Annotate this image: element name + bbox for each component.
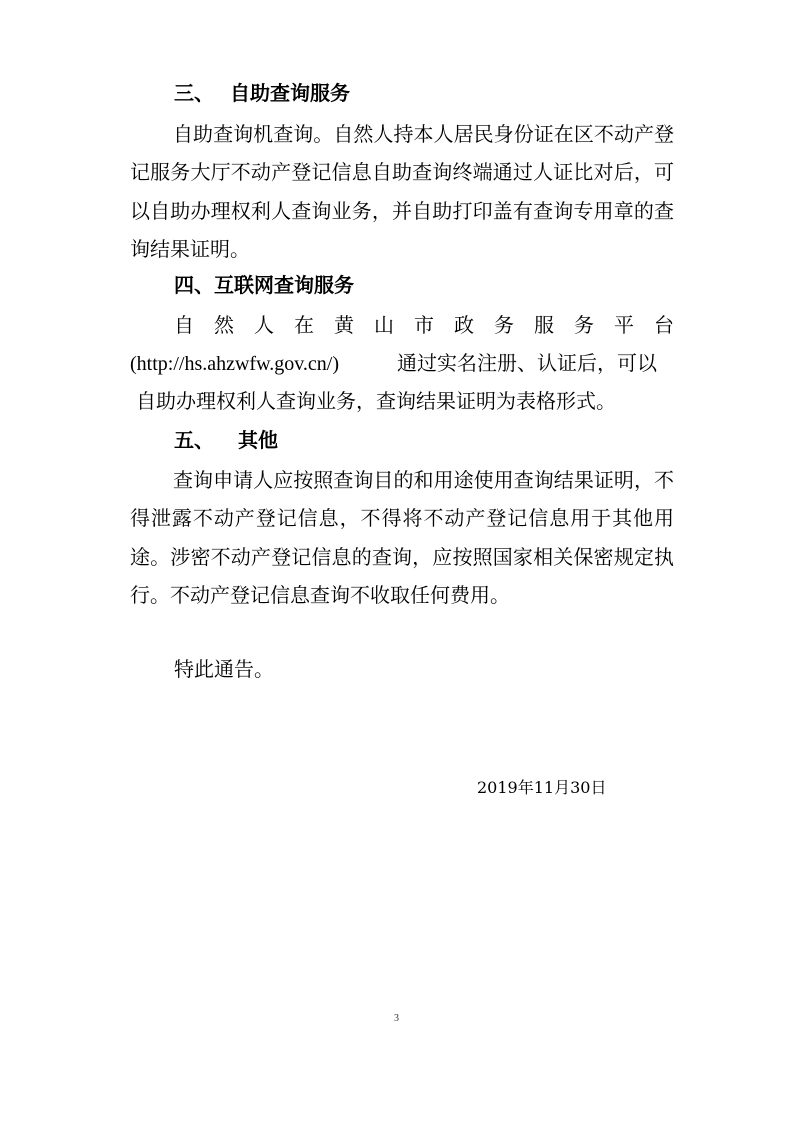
platform-name-char: 政: [454, 313, 474, 337]
section-3-heading: [174, 81, 350, 105]
section-3-title: 自助查询服务: [230, 81, 350, 105]
section-5-body: 查询申请人应按照查询目的和用途使用查询结果证明，不得泄露不动产登记信息，不得将不动产登记信息用于其他用途。涉密不动产登记信息的查询，应按照国家相关保密规定执行。不动产登记信息查询不收取任何费用。: [130, 468, 674, 607]
platform-name-char: 自: [174, 313, 194, 337]
page-number: 3: [394, 1013, 399, 1024]
section-5-heading: [174, 428, 278, 452]
platform-name-char: 务: [494, 313, 514, 337]
platform-name-char: 市: [414, 313, 434, 337]
platform-name-char: 务: [574, 313, 594, 337]
platform-name-char: 服: [534, 313, 554, 337]
platform-name-char: 黄: [334, 313, 354, 337]
platform-name-line: [174, 313, 674, 337]
section-5-number: 五、: [174, 428, 214, 452]
section-5-title: 其他: [238, 428, 278, 452]
platform-name-char: 人: [254, 313, 274, 337]
section-4-heading: 四、互联网查询服务: [174, 273, 354, 297]
url-line: [130, 351, 657, 376]
platform-name-char: 台: [654, 313, 674, 337]
after-url-text: 通过实名注册、认证后，可以: [397, 351, 658, 375]
closing-text: 特此通告。: [174, 657, 274, 681]
platform-url: (http://hs.ahzwfw.gov.cn/): [130, 353, 340, 375]
section-4-line-3: 自助办理权利人查询业务，查询结果证明为表格形式。: [136, 389, 616, 413]
section-3-number: 三、: [174, 81, 214, 105]
platform-name-char: 山: [374, 313, 394, 337]
platform-name-char: 在: [294, 313, 314, 337]
platform-name-char: 然: [214, 313, 234, 337]
section-3-body: 自助查询机查询。自然人持本人居民身份证在区不动产登记服务大厅不动产登记信息自助查询终端通过人证比对后，可以自助办理权利人查询业务，并自助打印盖有查询专用章的查询结果证明。: [130, 122, 674, 261]
platform-name-char: 平: [614, 313, 634, 337]
document-date: 2019年11月30日: [477, 778, 607, 797]
